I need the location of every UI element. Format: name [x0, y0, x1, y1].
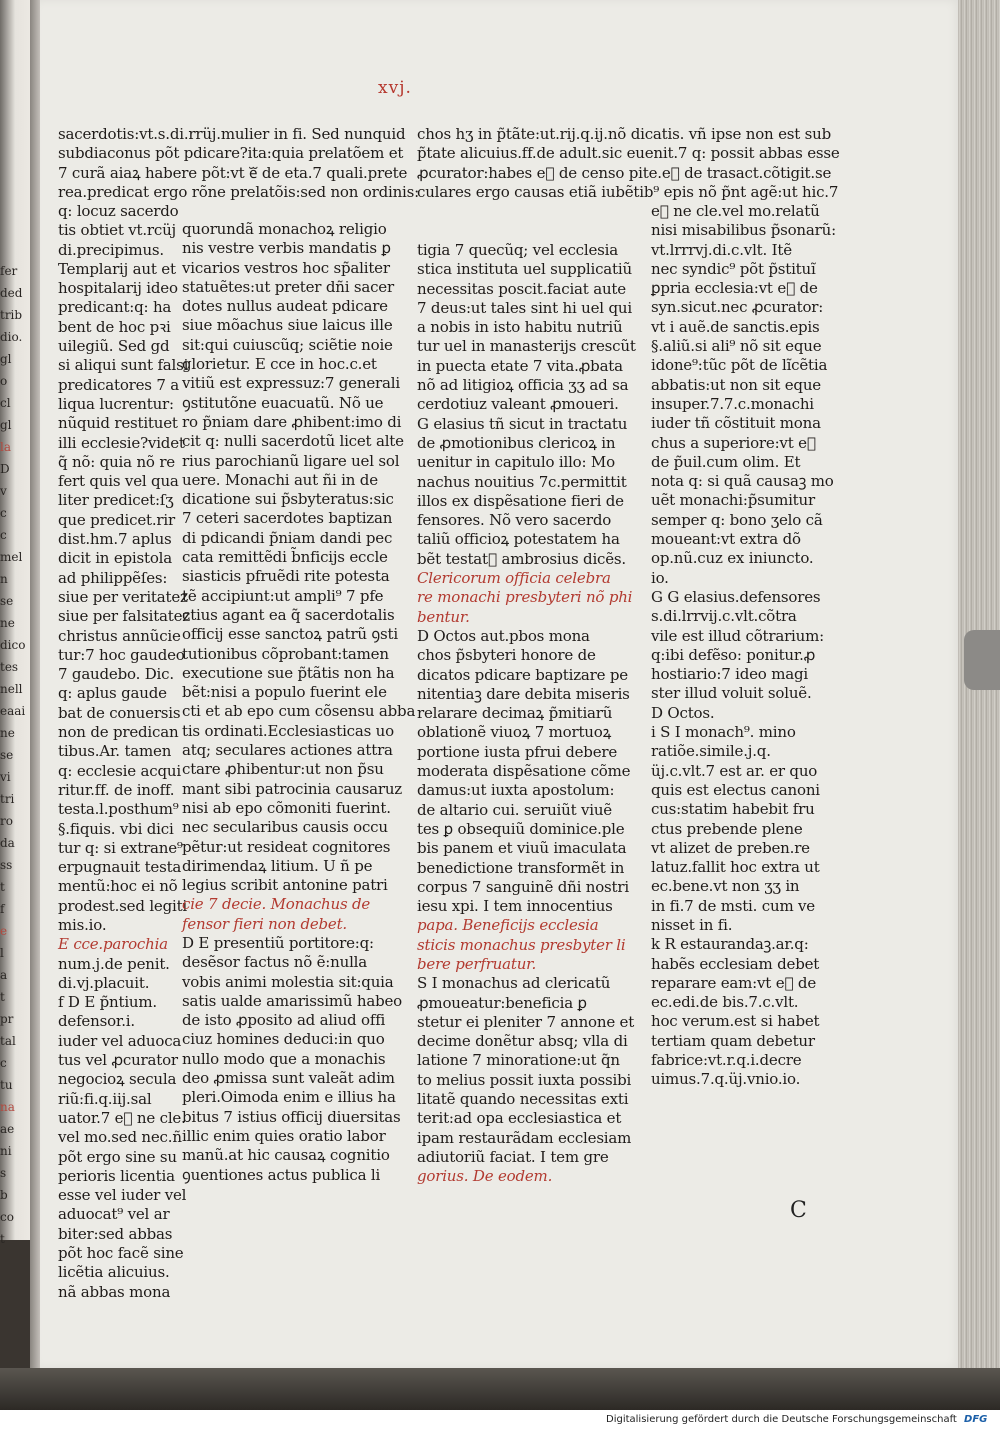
page-stack-edge	[958, 0, 1000, 1400]
text-line: tur:7 hoc gaudeo	[58, 645, 185, 664]
text-line: predicant:q: ha	[58, 298, 172, 317]
text-line: abbatis:ut non sit eque	[651, 375, 821, 394]
left-page-line: c	[0, 506, 7, 520]
text-line: que predicet.rir	[58, 510, 175, 529]
left-page-line: ae	[0, 1122, 15, 1136]
text-line: stetur ei pleniter 7 annone et	[417, 1012, 635, 1031]
text-line: siue per veritatez	[58, 587, 188, 606]
text-line: bẽt testatᷓ ambrosius dicẽs.	[417, 549, 626, 568]
text-line: uẽt monachi:p̃sumitur	[651, 491, 815, 510]
text-line: dist.hm.7 aplus	[58, 530, 172, 549]
left-page-line: gl	[0, 352, 12, 366]
text-line: G elasius tñ sicut in tractatu	[417, 414, 628, 433]
text-line: vicarios vestros hoc sp̃aliter	[182, 258, 390, 277]
text-line: statuẽtes:ut preter dñi sacer	[182, 277, 394, 296]
text-line: q̃ nõ: quia nõ re	[58, 452, 175, 471]
text-line: nis vestre verbis mandatis ꝑ	[182, 239, 391, 258]
text-line: nã abbas mona	[58, 1282, 171, 1301]
text-line: ad philippẽſes:	[58, 568, 168, 587]
text-line: q: locuz sacerdo	[58, 202, 179, 220]
text-line: f D E p̃ntium.	[58, 993, 157, 1012]
text-line: reparare eam:vt eᷓ de	[651, 973, 817, 992]
text-line: ꝯuentiones actus publica li	[182, 1165, 381, 1184]
text-line: moderata dispẽsatione cõme	[417, 762, 631, 781]
text-line: §.aliũ.si ali⁹ nõ sit eque	[651, 337, 822, 356]
text-line: ꝑpria ecclesia:vt eᷓ de	[651, 279, 818, 298]
text-line: esse vel iuder vel	[58, 1186, 187, 1205]
left-page-line: dio.	[0, 330, 23, 344]
text-line: num.j.de penit.	[58, 954, 170, 973]
left-page-line: s	[0, 1166, 7, 1180]
credit-text: Digitalisierung gefördert durch die Deutsche Forschungsgemeinschaft	[606, 1414, 957, 1425]
text-line: vel mo.sed nec.ñ	[58, 1128, 182, 1147]
text-line: pẽtur:ut resideat cognitores	[182, 837, 391, 856]
text-line: eᷓ ne cle.vel mo.relatũ	[651, 202, 820, 220]
text-line: riũ:fi.q.iij.sal	[58, 1089, 152, 1108]
text-line: cti et ab epo cum cõsensu abba	[182, 702, 416, 721]
column-b-header	[417, 125, 840, 202]
text-line: nisi misabilibus p̃sonarũ:	[651, 221, 836, 240]
catchword: C	[790, 1198, 807, 1223]
text-line: vile est illud cõtrarium:	[651, 626, 824, 645]
dfg-logo: DFG	[964, 1414, 988, 1425]
text-line: ctius agant ea q̃ sacerdotalis	[182, 605, 395, 624]
text-line: semper q: bono ʒelo cã	[651, 510, 823, 529]
text-line: ctus prebende plene	[651, 819, 803, 838]
text-line: corpus 7 sanguinẽ dñi nostri	[417, 877, 629, 896]
text-line: nullo modo que a monachis	[182, 1049, 386, 1068]
text-line: re monachi presbyteri nõ phi	[417, 588, 633, 607]
text-line: aduocat⁹ vel ar	[58, 1205, 170, 1224]
book-bottom-edge	[0, 1368, 1000, 1410]
text-line: dicatione sui p̃sbyteratus:sic	[182, 490, 394, 509]
text-line: cerdotiuz valeant ꝓmoueri.	[417, 395, 619, 414]
text-line: to melius possit iuxta possibi	[417, 1070, 632, 1089]
text-line: cata remittẽdi b̃nficijs eccle	[182, 548, 388, 567]
text-line: mis.io.	[58, 915, 107, 934]
text-line: ipam restaurãdam ecclesiam	[417, 1128, 632, 1147]
text-line: executione sue p̃tãtis non ha	[182, 663, 395, 682]
text-line: Templarij aut et	[58, 259, 176, 278]
text-line: legius scribit antonine patri	[182, 876, 388, 895]
text-line: di.precipimus.	[58, 240, 164, 259]
text-line: p̃tate alicuius.ff.de adult.sic euenit.7 q: possit abbas esse	[417, 144, 840, 163]
text-line: illos ex dispẽsatione fieri de	[417, 491, 624, 510]
text-line: non de predican	[58, 723, 179, 742]
left-page-line: ded	[0, 286, 23, 300]
text-line: oblationẽ viuoꝝ 7 mortuoꝝ	[417, 723, 612, 742]
text-line: mentũ:hoc ei nõ	[58, 877, 178, 896]
left-page-line: D	[0, 462, 10, 476]
text-line: vt alizet de preben.re	[651, 838, 810, 857]
text-line: tis ordinati.Ecclesiasticas uo	[182, 721, 394, 740]
left-page-line: eaai	[0, 704, 26, 718]
left-page-line: v	[0, 484, 7, 498]
left-page-line: gl	[0, 418, 12, 432]
left-page-line: tes	[0, 660, 19, 674]
digitization-credit	[606, 1414, 987, 1425]
text-line: 7 ceteri sacerdotes baptizan	[182, 509, 393, 528]
text-line: idone⁹:tũc põt de lĩcẽtia	[651, 356, 828, 375]
text-line: tur uel in manasterijs crescũt	[417, 337, 636, 356]
text-line: tutionibus cõprobant:tamen	[182, 644, 389, 663]
text-line: rea.predicat ergo rõne prelatõis:sed non ordinis:	[58, 182, 419, 201]
left-page-line: trib	[0, 308, 23, 322]
text-line: ratiõe.simile.j.q.	[651, 742, 771, 761]
left-page-line: pr	[0, 1012, 14, 1026]
text-line: taliũ officioꝝ potestatem ha	[417, 530, 620, 549]
text-line: nec secularibus causis occu	[182, 818, 388, 837]
text-line: S I monachus ad clericatũ	[417, 974, 611, 993]
left-page-line: mel	[0, 550, 23, 564]
text-line: de isto ꝓposito ad aliud offi	[182, 1011, 386, 1030]
text-line: tibus.Ar. tamen	[58, 742, 172, 761]
left-page-line: nell	[0, 682, 23, 696]
text-line: in fi.7 de msti. cum ve	[651, 896, 815, 915]
text-line: perioris licentia	[58, 1166, 175, 1185]
text-line: ꝓmoueatur:beneficia ꝑ	[417, 993, 587, 1012]
text-line: cie 7 decie. Monachus de	[182, 895, 371, 914]
text-line: christus annũcie	[58, 626, 181, 645]
text-line: de p̃uil.cum olim. Et	[651, 452, 801, 471]
text-line: siue per falsitatez	[58, 607, 190, 626]
text-line: vobis animi molestia sit:quia	[182, 972, 394, 991]
text-line: põt hoc facẽ sine	[58, 1244, 184, 1263]
text-line: damus:ut iuxta apostolum:	[417, 781, 615, 800]
text-line: negocioꝝ secula	[58, 1070, 177, 1089]
text-line: üj.c.vlt.7 est ar. er quo	[651, 761, 818, 780]
left-page-line: t	[0, 880, 5, 894]
left-page-line: t	[0, 990, 5, 1004]
text-line: di pdicandi p̃niam dandi pec	[182, 528, 393, 547]
column-a-gloss	[58, 202, 190, 1302]
text-line: 7 curã aiaꝝ habere põt:vt eᷓ de eta.7 quali.prete	[58, 163, 408, 182]
text-line: rius parochianũ ligare uel sol	[182, 451, 400, 470]
text-line: nõ ad litigioꝝ officia ʒʒ ad sa	[417, 376, 629, 395]
text-line: relarare decimaꝝ p̃mitiarũ	[417, 704, 613, 723]
text-line: tigia 7 quecũq; vel ecclesia	[417, 241, 618, 259]
text-line: sacerdotis:vt.s.di.rrüj.mulier in fi. Sed nunquid	[58, 125, 406, 143]
left-page-line: t	[0, 1232, 5, 1246]
text-line: habẽs ecclesiam debet	[651, 954, 820, 973]
text-line: io.	[651, 568, 669, 587]
text-line: in puecta etate 7 vita.ꝓbata	[417, 356, 623, 375]
left-page-line: ro	[0, 814, 13, 828]
text-line: ꝓcurator:habes eᷓ de censo pite.eᷓ de trasact.cõtigit.se	[417, 163, 832, 182]
text-line: nitentiaꝫ dare debita miseris	[417, 684, 630, 703]
text-line: §.fiquis. vbi dici	[58, 819, 174, 838]
text-line: ꝯstitutõne euacuatũ. Nõ ue	[182, 393, 384, 412]
left-page-line: se	[0, 594, 14, 608]
text-line: illic enim quies oratio labor	[182, 1126, 386, 1145]
text-line: ctare ꝓhibentur:ut non p̃su	[182, 760, 384, 779]
text-line: hospitalarij ideo	[58, 279, 178, 298]
text-line: vt i auẽ.de sanctis.epis	[651, 317, 820, 336]
left-page-line: na	[0, 1100, 15, 1114]
left-page-line: ne	[0, 616, 15, 630]
text-line: gorius. De eodem.	[417, 1167, 553, 1186]
text-line: bitus 7 istius officij diuersitas	[182, 1107, 401, 1126]
text-line: hoc verum.est si habet	[651, 1012, 820, 1031]
text-line: quis est electus canoni	[651, 780, 820, 799]
text-line: tus vel ꝓcurator	[58, 1051, 178, 1070]
text-line: benedictione transformẽt in	[417, 858, 625, 877]
text-line: ster illud voluit soluẽ.	[651, 684, 812, 703]
text-line: cit q: nulli sacerdotũ licet alte	[182, 432, 404, 451]
text-line: q: aplus gaude	[58, 684, 167, 703]
text-line: ritur.ff. de inoff.	[58, 780, 175, 799]
text-line: di.vj.placuit.	[58, 973, 150, 992]
text-line: ro p̃niam dare ꝓhibent:imo di	[182, 412, 402, 431]
text-line: culares ergo causas etiã iubẽtib⁹ epis nõ p̃nt agẽ:ut hic.7	[417, 182, 839, 201]
text-line: 7 deus:ut tales sint hi uel qui	[417, 298, 632, 317]
text-line: bent de hoc pꝛi	[58, 317, 171, 336]
left-page-line: l	[0, 946, 4, 960]
text-line: prodest.sed legiti	[58, 896, 188, 915]
text-line: nachus nouitius 7c.permittit	[417, 472, 627, 491]
text-line: terit:ad opa ecclesiastica et	[417, 1109, 622, 1128]
left-page-line: vi	[0, 770, 11, 784]
left-page-line: ss	[0, 858, 13, 872]
text-line: D E presentiũ portitore:q:	[182, 933, 374, 952]
text-line: hostiario:7 ideo magi	[651, 665, 808, 684]
text-line: G G elasius.defensores	[651, 587, 821, 606]
left-page-line: b	[0, 1188, 8, 1202]
left-page-line: fer	[0, 264, 18, 278]
text-line: Clericorum officia celebra	[417, 569, 611, 588]
text-line: 7 gaudebo. Dic.	[58, 665, 174, 684]
text-line: tis obtiet vt.rcüj	[58, 221, 176, 240]
text-line: chos p̃sbyteri honore de	[417, 646, 596, 665]
text-line: litatẽ quando necessitas exti	[417, 1090, 629, 1109]
text-line: biter:sed abbas	[58, 1224, 173, 1243]
text-line: officij esse sanctoꝝ patrũ ꝯsti	[182, 625, 398, 644]
left-page-line: f	[0, 902, 5, 916]
text-line: cus:statim habebit fru	[651, 800, 815, 819]
text-line: vt.lrrrvj.di.c.vlt. Itẽ	[651, 240, 792, 259]
text-line: bis panem et viuũ imaculata	[417, 839, 627, 858]
left-page-line: o	[0, 374, 8, 388]
text-line: portione iusta pfrui debere	[417, 742, 618, 761]
text-line: dirimendaꝝ litium. U ñ pe	[182, 856, 373, 875]
text-line: uere. Monachi aut ñi in de	[182, 470, 378, 489]
column-a-text	[182, 220, 416, 1185]
text-line: nisset in fi.	[651, 915, 733, 934]
text-line: a nobis in isto habitu nutriũ	[417, 318, 623, 337]
text-line: vitiũ est expressuz:7 generali	[182, 374, 400, 393]
text-line: dotes nullus audeat pdicare	[182, 297, 388, 316]
text-line: quorundã monachoꝝ religio	[182, 220, 387, 238]
text-line: moueant:vt extra dõ	[651, 530, 801, 549]
text-line: stica instituta uel supplicatiũ	[417, 260, 632, 279]
left-page-line: co	[0, 1210, 14, 1224]
text-line: de ꝓmotionibus clericoꝝ in	[417, 433, 616, 452]
text-line: op.nũ.cuz ex iniuncto.	[651, 549, 814, 568]
text-line: siue mõachus siue laicus ille	[182, 316, 393, 335]
text-line: si aliqui sunt falsi	[58, 356, 189, 375]
left-page-line: tri	[0, 792, 15, 806]
text-line: decime donẽtur absq; vlla di	[417, 1032, 628, 1051]
text-line: siasticis pfruẽdi rite potesta	[182, 567, 390, 586]
text-line: papa. Beneficijs ecclesia	[417, 916, 599, 935]
text-line: ec.bene.vt non ʒʒ in	[651, 877, 800, 896]
text-line: fabrice:vt.r.q.i.decre	[651, 1051, 802, 1070]
left-page-line: n	[0, 572, 8, 586]
text-line: atq; seculares actiones attra	[182, 741, 393, 760]
text-line: mant sibi patrocinia causaruz	[182, 779, 403, 798]
left-page-line: a	[0, 968, 8, 982]
text-line: tertiam quam debetur	[651, 1031, 815, 1050]
text-line: chus a superiore:vt eᷓ	[651, 433, 816, 452]
text-line: de altario cui. seruiũt viuẽ	[417, 800, 612, 819]
text-line: ec.edi.de bis.7.c.vlt.	[651, 993, 799, 1012]
text-line: tur q: si extrane⁹	[58, 838, 183, 857]
text-line: iuder vel aduoca	[58, 1031, 182, 1050]
text-line: glorietur. E cce in hoc.c.et	[182, 355, 377, 374]
text-line: bat de conuersis	[58, 703, 181, 722]
column-b-gloss	[651, 202, 836, 1090]
folio-number: xvj.	[378, 78, 412, 98]
left-page-line: ne	[0, 726, 15, 740]
text-line: i S I monach⁹. mino	[651, 723, 796, 742]
text-line: uator.7 eᷓ ne cle.	[58, 1108, 186, 1127]
text-line: fensores. Nõ vero sacerdo	[417, 511, 612, 530]
text-line: q: ecclesie acqui	[58, 761, 181, 780]
text-line: dicit in epistola	[58, 549, 172, 568]
text-line: liqua lucrentur:	[58, 394, 174, 413]
text-line: ciuz homines deduci:in quo	[182, 1030, 385, 1049]
text-line: sticis monachus presbyter li	[417, 935, 626, 954]
text-line: tes ꝑ obsequiũ dominice.ple	[417, 819, 625, 838]
text-line: fensor fieri non debet.	[182, 914, 347, 933]
text-line: uimus.7.q.üj.vnio.io.	[651, 1070, 801, 1089]
left-page-line: cl	[0, 396, 11, 410]
text-line: uilegiũ. Sed gd	[58, 337, 170, 356]
text-line: latuz.fallit hoc extra ut	[651, 858, 820, 877]
text-line: manũ.at hic causaꝝ cognitio	[182, 1146, 390, 1165]
text-line: adiutoriũ faciat. I tem gre	[417, 1147, 609, 1166]
text-line: erpugnauit testa	[58, 858, 182, 877]
text-line: illi ecclesie?videt	[58, 433, 185, 452]
text-line: defensor.i.	[58, 1012, 135, 1031]
page-tab	[964, 630, 1000, 690]
text-line: iuder tñ cõstituit mona	[651, 414, 821, 433]
text-line: syn.sicut.nec ꝓcurator:	[651, 298, 824, 317]
text-line: chos hʒ in p̃tãte:ut.rij.q.ij.nõ dicatis. vñ ipse non est sub	[417, 125, 831, 143]
text-line: nisi ab epo cõmoniti fuerint.	[182, 798, 391, 817]
text-line: latione 7 minoratione:ut q̃n	[417, 1051, 620, 1070]
text-line: uenitur in capitulo illo: Mo	[417, 453, 615, 472]
text-line: satis ualde amarissimũ habeo	[182, 991, 403, 1010]
text-line: testa.l.posthum⁹	[58, 800, 179, 819]
left-page-line: tal	[0, 1034, 16, 1048]
left-page-line: la	[0, 440, 11, 454]
left-page-line: se	[0, 748, 14, 762]
text-line: D Octos aut.pbos mona	[417, 626, 590, 645]
text-line: bentur.	[417, 607, 470, 626]
text-line: insuper.7.7.c.monachi	[651, 394, 814, 413]
left-page-line: da	[0, 836, 15, 850]
text-line: sit:qui cuiuscũq; sciẽtie noie	[182, 335, 393, 354]
left-page-line: c	[0, 1056, 7, 1070]
column-b-text	[417, 241, 641, 1187]
text-line: liter predicet:ſʒ	[58, 491, 174, 510]
text-line: bere perfruatur.	[417, 954, 537, 973]
text-line: dicatos pdicare baptizare pe	[417, 665, 628, 684]
text-line: q:ibi defẽso: ponitur.ꝓ	[651, 645, 816, 664]
text-line: desẽsor factus nõ ẽ:nulla	[182, 953, 368, 972]
text-line: bẽt:nisi a populo fuerint ele	[182, 683, 387, 702]
left-page-line: dico	[0, 638, 26, 652]
text-line: subdiaconus põt pdicare?ita:quia prelatõem et	[58, 144, 404, 163]
column-a-header	[58, 125, 419, 202]
text-line: pleri.Oimoda enim e illius ha	[182, 1088, 396, 1107]
text-line: predicatores 7 a	[58, 375, 180, 394]
text-line: nec syndic⁹ põt p̃stituĩ	[651, 259, 816, 278]
text-line: põt ergo sine su	[58, 1147, 177, 1166]
text-line: necessitas poscit.faciat aute	[417, 279, 626, 298]
text-line: D Octos.	[651, 703, 715, 722]
text-line: E cce.parochia	[58, 935, 168, 954]
text-line: nota q: si quã causaꝫ mo	[651, 472, 834, 491]
text-line: s.di.lrrvij.c.vlt.cõtra	[651, 607, 797, 626]
left-page-line: e	[0, 924, 8, 938]
text-line: k R estaurandaꝫ.ar.q:	[651, 935, 809, 954]
text-line: iesu xpi. I tem innocentius	[417, 897, 613, 916]
left-page-line: c	[0, 528, 7, 542]
text-line: licẽtia alicuius.	[58, 1263, 170, 1282]
text-line: nũquid restituet	[58, 414, 178, 433]
left-page-line: ni	[0, 1144, 12, 1158]
text-line: fert quis vel qua	[58, 472, 179, 491]
left-page-line: tu	[0, 1078, 13, 1092]
text-line: deo ꝓmissa sunt valeãt adim	[182, 1069, 395, 1088]
text-line: tẽ accipiunt:ut ampli⁹ 7 pfe	[182, 586, 384, 605]
